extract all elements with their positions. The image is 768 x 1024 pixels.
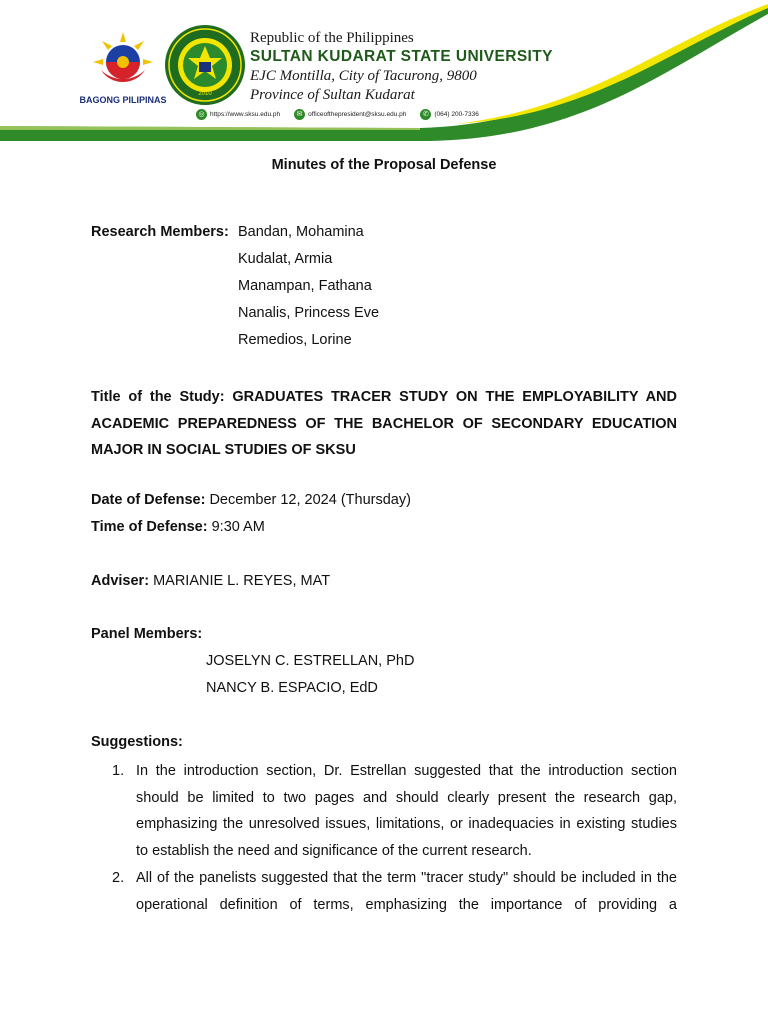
member-item: Manampan, Fathana bbox=[238, 278, 372, 294]
panelist-item: JOSELYN C. ESTRELLAN, PhD bbox=[206, 653, 415, 669]
suggestions-row bbox=[91, 733, 183, 751]
university-name: SULTAN KUDARAT STATE UNIVERSITY bbox=[250, 48, 553, 65]
research-members-label: Research Members: bbox=[91, 224, 229, 240]
document-title: Minutes of the Proposal Defense bbox=[271, 157, 497, 173]
time-value: 9:30 AM bbox=[211, 519, 265, 535]
suggestion-text: In the introduction section, Dr. Estrellan suggested that the introduction section should be limited to two pages and should clearly present the research gap, emphasizing the unresolved issues, limitations, or inadequacies in existing studies to establish the need and significance of the current research. bbox=[136, 763, 677, 860]
date-label: Date of Defense: bbox=[91, 492, 206, 508]
suggestion-number: 2. bbox=[112, 869, 125, 886]
time-row bbox=[91, 518, 265, 536]
suggestion-item bbox=[91, 758, 677, 865]
date-value: December 12, 2024 (Thursday) bbox=[209, 492, 411, 508]
member-item: Remedios, Lorine bbox=[238, 332, 352, 348]
website-contact[interactable] bbox=[196, 109, 280, 120]
member-item: Kudalat, Armia bbox=[238, 251, 333, 267]
email-contact[interactable] bbox=[294, 109, 406, 120]
suggestions-label: Suggestions: bbox=[91, 734, 183, 750]
suggestions-list bbox=[91, 758, 677, 918]
bagong-pilipinas-label: BAGONG PILIPINAS bbox=[79, 95, 167, 105]
member-item: Bandan, Mohamina bbox=[238, 224, 364, 240]
globe-icon: ◎ bbox=[196, 109, 207, 120]
email-icon: ✉ bbox=[294, 109, 305, 120]
panelist-item: NANCY B. ESPACIO, EdD bbox=[206, 680, 378, 696]
adviser-row bbox=[91, 572, 330, 590]
adviser-value: MARIANIE L. REYES, MAT bbox=[153, 573, 331, 589]
phone-icon: ✆ bbox=[420, 109, 431, 120]
study-title: GRADUATES TRACER STUDY ON THE EMPLOYABILITY AND ACADEMIC PREPAREDNESS OF THE BACHELOR OF SECONDARY EDUCATION MAJOR IN SOCIAL STUDIES OF SKSU bbox=[91, 389, 677, 459]
date-row bbox=[91, 491, 411, 509]
study-label: Title of the Study: bbox=[91, 389, 225, 405]
phone-contact bbox=[420, 109, 478, 120]
phone-text: (064) 200-7336 bbox=[434, 111, 479, 118]
panel-row bbox=[91, 625, 202, 643]
republic-line: Republic of the Philippines bbox=[250, 30, 414, 46]
university-seal bbox=[164, 24, 246, 106]
university-province: Province of Sultan Kudarat bbox=[250, 87, 415, 103]
research-members-row bbox=[91, 223, 229, 241]
suggestion-item bbox=[91, 865, 677, 918]
contact-bar bbox=[196, 109, 479, 120]
letterhead bbox=[0, 0, 768, 145]
adviser-label: Adviser: bbox=[91, 573, 150, 589]
email-text[interactable]: officeofthepresident@sksu.edu.ph bbox=[308, 111, 407, 118]
member-item: Nanalis, Princess Eve bbox=[238, 305, 380, 321]
panel-label: Panel Members: bbox=[91, 626, 203, 642]
suggestion-number: 1. bbox=[112, 763, 125, 779]
university-address: EJC Montilla, City of Tacurong, 9800 bbox=[250, 68, 477, 84]
svg-text:2010: 2010 bbox=[198, 91, 212, 97]
university-header bbox=[250, 29, 553, 105]
study-title-block bbox=[91, 384, 677, 464]
time-label: Time of Defense: bbox=[91, 519, 208, 535]
suggestion-text: All of the panelists suggested that the term "tracer study" should be included in the operational definition of terms, emphasizing the importance of providing a bbox=[136, 869, 677, 913]
website-text[interactable]: https://www.sksu.edu.ph bbox=[210, 111, 281, 118]
